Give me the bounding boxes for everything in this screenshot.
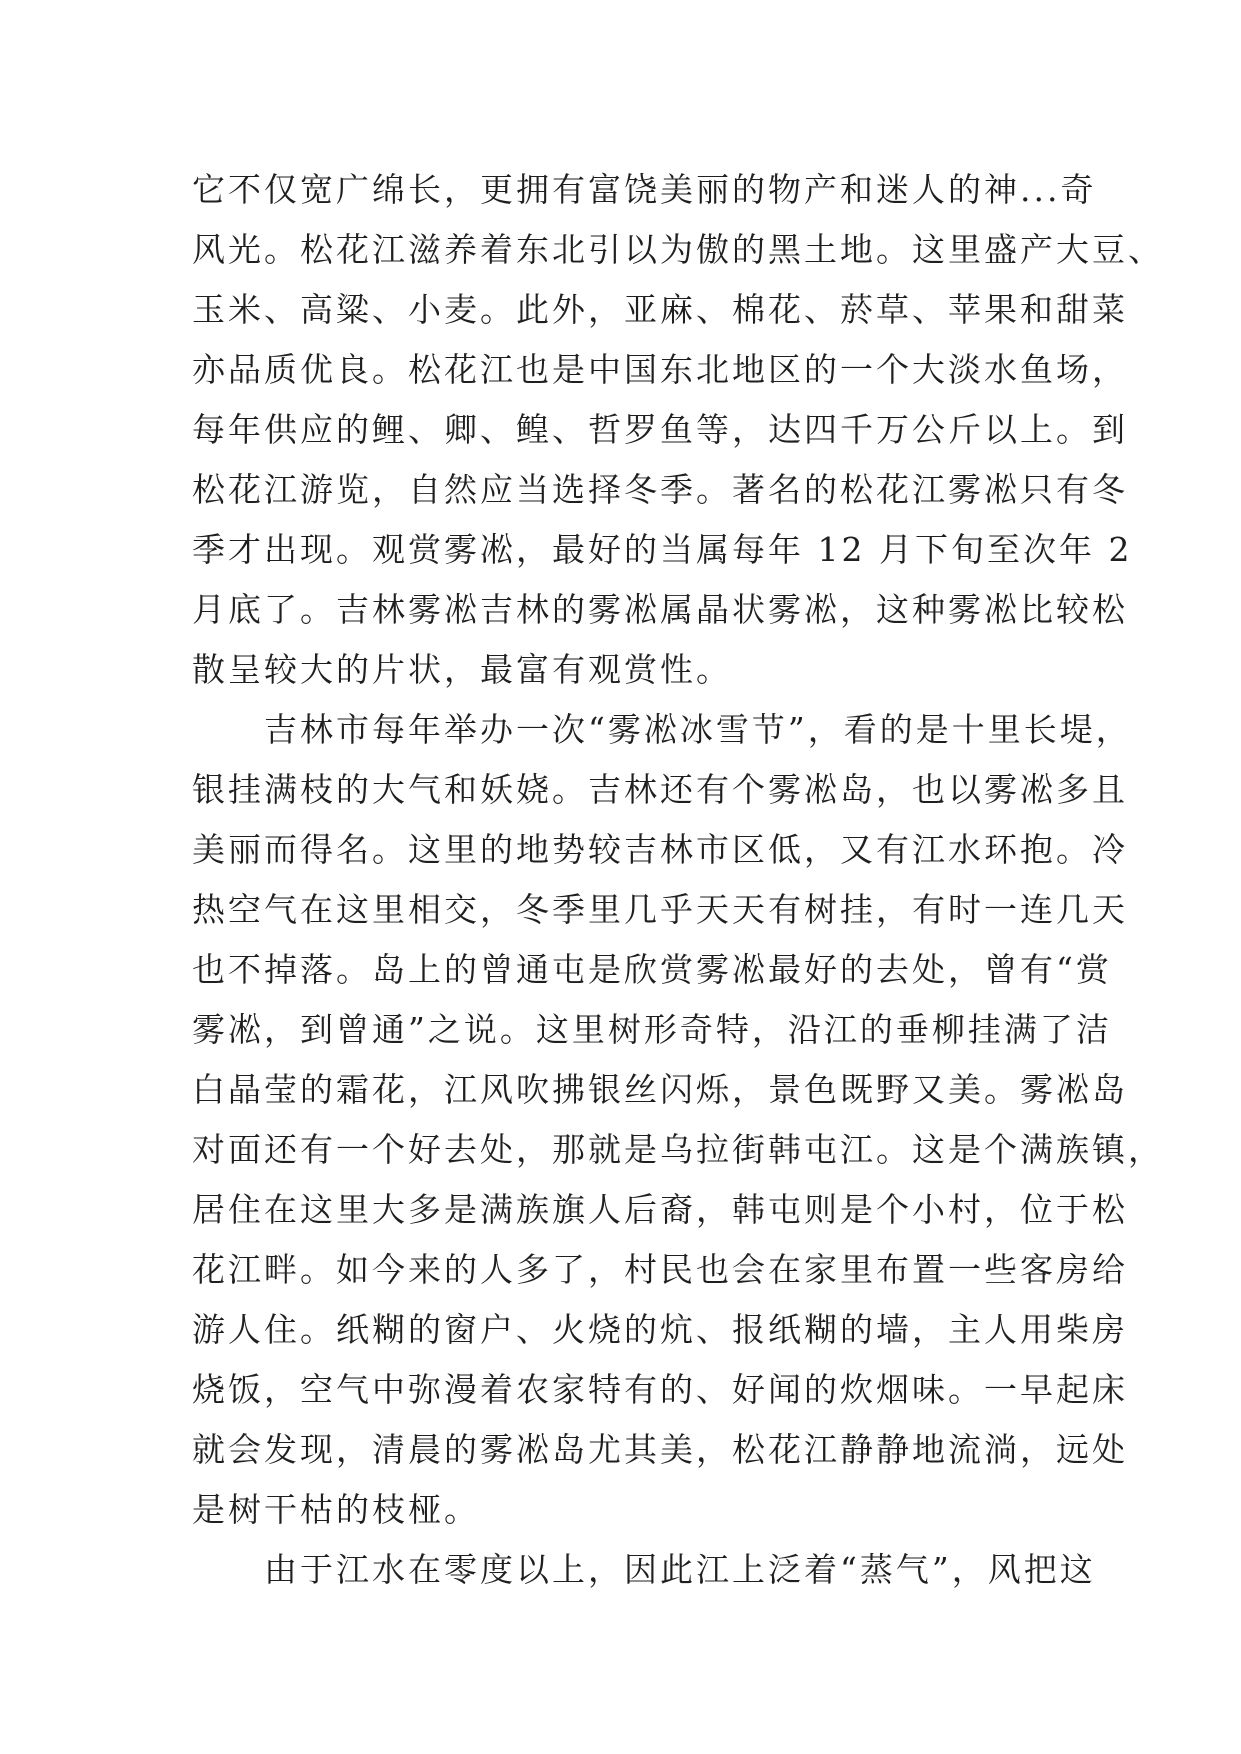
text-line: 居住在这里大多是满族旗人后裔，韩屯则是个小村，位于松 — [192, 1190, 1128, 1229]
text-line: 热空气在这里相交，冬季里几乎天天有树挂，有时一连几天 — [192, 890, 1128, 929]
text-line: 烧饭，空气中弥漫着农家特有的、好闻的炊烟味。一早起床 — [192, 1370, 1128, 1409]
text-line: 白晶莹的霜花，江风吹拂银丝闪烁，景色既野又美。雾凇岛 — [192, 1070, 1128, 1109]
text-line: 每年供应的鲤、卿、鳇、哲罗鱼等，达四千万公斤以上。到 — [192, 410, 1128, 449]
text-line: 也不掉落。岛上的曾通屯是欣赏雾凇最好的去处，曾有“赏 — [192, 950, 1112, 989]
text-line: 它不仅宽广绵长，更拥有富饶美丽的物产和迷人的神...奇 — [192, 170, 1097, 209]
text-line: 游人住。纸糊的窗户、火烧的炕、报纸糊的墙，主人用柴房 — [192, 1310, 1128, 1349]
text-line: 由于江水在零度以上，因此江上泛着“蒸气”，风把这 — [192, 1550, 1096, 1589]
text-line: 玉米、高粱、小麦。此外，亚麻、棉花、菸草、苹果和甜菜 — [192, 290, 1128, 329]
text-line: 银挂满枝的大气和妖娆。吉林还有个雾凇岛，也以雾凇多且 — [192, 770, 1128, 809]
text-line: 美丽而得名。这里的地势较吉林市区低，又有江水环抱。冷 — [192, 830, 1128, 869]
text-line: 亦品质优良。松花江也是中国东北地区的一个大淡水鱼场， — [192, 350, 1128, 389]
text-line: 吉林市每年举办一次“雾凇冰雪节”，看的是十里长堤， — [192, 710, 1132, 749]
text-line: 季才出现。观赏雾凇，最好的当属每年 12 月下旬至次年 2 — [192, 530, 1133, 569]
text-line: 月底了。吉林雾凇吉林的雾凇属晶状雾凇，这种雾凇比较松 — [192, 590, 1128, 629]
text-line: 花江畔。如今来的人多了，村民也会在家里布置一些客房给 — [192, 1250, 1128, 1289]
text-line: 就会发现，清晨的雾凇岛尤其美，松花江静静地流淌，远处 — [192, 1430, 1128, 1469]
text-line: 松花江游览，自然应当选择冬季。著名的松花江雾凇只有冬 — [192, 470, 1128, 509]
text-line: 是树干枯的枝桠。 — [192, 1490, 480, 1529]
text-line: 对面还有一个好去处，那就是乌拉街韩屯江。这是个满族镇， — [192, 1130, 1164, 1169]
text-line: 雾凇，到曾通”之说。这里树形奇特，沿江的垂柳挂满了洁 — [192, 1010, 1112, 1049]
text-line: 散呈较大的片状，最富有观赏性。 — [192, 650, 732, 689]
document-body — [192, 160, 1164, 1600]
text-line: 风光。松花江滋养着东北引以为傲的黑土地。这里盛产大豆、 — [192, 230, 1164, 269]
